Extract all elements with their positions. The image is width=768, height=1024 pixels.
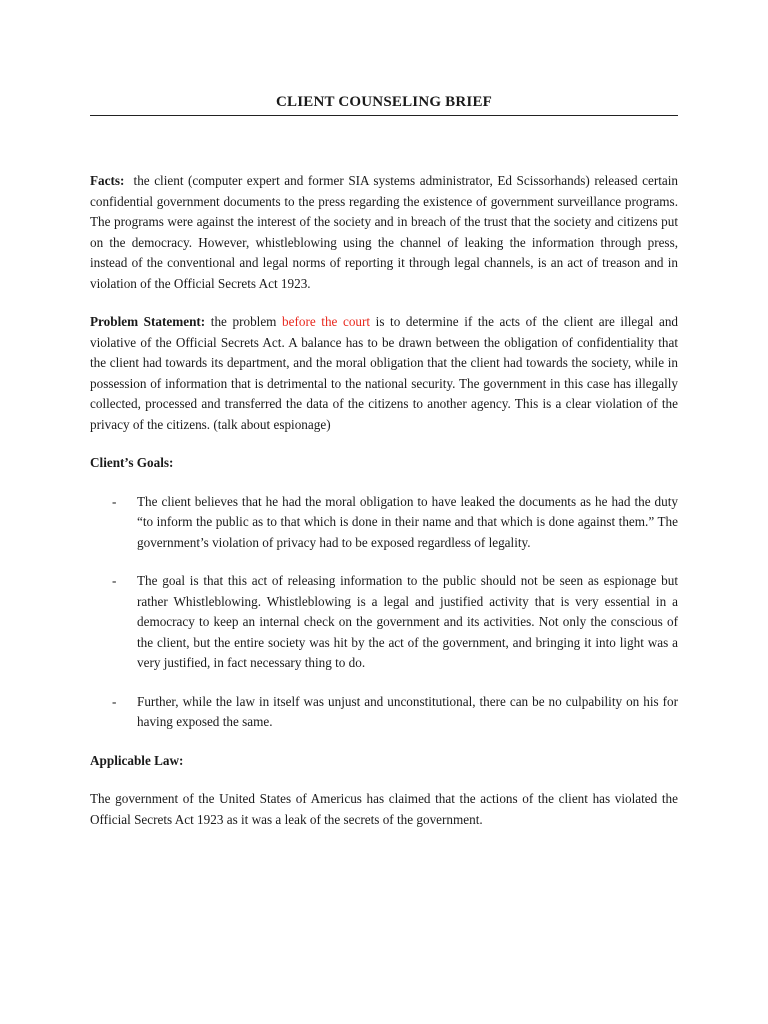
list-item [90, 571, 678, 674]
applicable-law-heading: Applicable Law: [90, 752, 184, 768]
document-body [90, 171, 678, 830]
clients-goals-heading: Client’s Goals: [90, 455, 174, 470]
facts-label: Facts: [90, 173, 125, 188]
facts-paragraph [90, 171, 678, 294]
problem-statement-highlight: before the court [282, 314, 371, 329]
list-item [90, 692, 678, 733]
problem-statement-label: Problem Statement: [90, 314, 206, 329]
problem-statement-text-before: the problem [205, 314, 283, 329]
list-item [90, 492, 678, 554]
list-bullet: - [112, 493, 117, 509]
problem-statement-text-after: is to determine if the acts of the client are illegal and violative of the Official Secrets Act. A balance has to be drawn between the obligation of confidentiality that the client had towards its department, and the moral obligation that the client had towards the society, while in possession of information that is detrimental to the national security. The government in this case has illegally collected, processed and transferred the data of the citizens to another agency. This is a clear violation of the privacy of the citizens. (talk about espionage) [90, 314, 679, 432]
document-page [90, 0, 678, 1024]
list-item-text: The client believes that he had the moral obligation to have leaked the documents as he had the duty “to inform the public as to that which is done in their name and that which is done against them.” The government’s violation of privacy had to be exposed regardless of legality. [137, 493, 678, 550]
problem-statement-paragraph [90, 312, 678, 435]
list-bullet: - [112, 573, 117, 588]
facts-text: the client (computer expert and former SIA systems administrator, Ed Scissorhands) released certain confidential government documents to the press regarding the existence of government surveillance programs. The programs were against the interest of the society and in breach of the trust that the society and citizens put on the democracy. However, whistleblowing using the channel of leaking the information through press, instead of the conventional and legal norms of reporting it through legal channels, is an act of treason and in violation of the Official Secrets Act 1923. [90, 173, 678, 291]
list-item-text: Further, while the law in itself was unjust and unconstitutional, there can be no culpability on his for having exposed the same. [137, 693, 678, 729]
applicable-law-paragraph: The government of the United States of Americus has claimed that the actions of the client has violated the Official Secrets Act 1923 as it was a leak of the secrets of the government. [90, 791, 678, 827]
document-title: CLIENT COUNSELING BRIEF [275, 94, 493, 110]
list-bullet: - [112, 693, 117, 709]
list-item-text: The goal is that this act of releasing information to the public should not be seen as espionage but rather Whistleblowing. Whistleblowing is a legal and justified activity that is very essential in a democracy to keep an internal check on the government and its activities. Not only the conscious of the client, but the entire society was hit by the act of the government, and bringing it into light was a very justified, in fact necessary thing to do. [137, 573, 678, 670]
clients-goals-list [90, 492, 678, 733]
title-underline [90, 115, 678, 116]
